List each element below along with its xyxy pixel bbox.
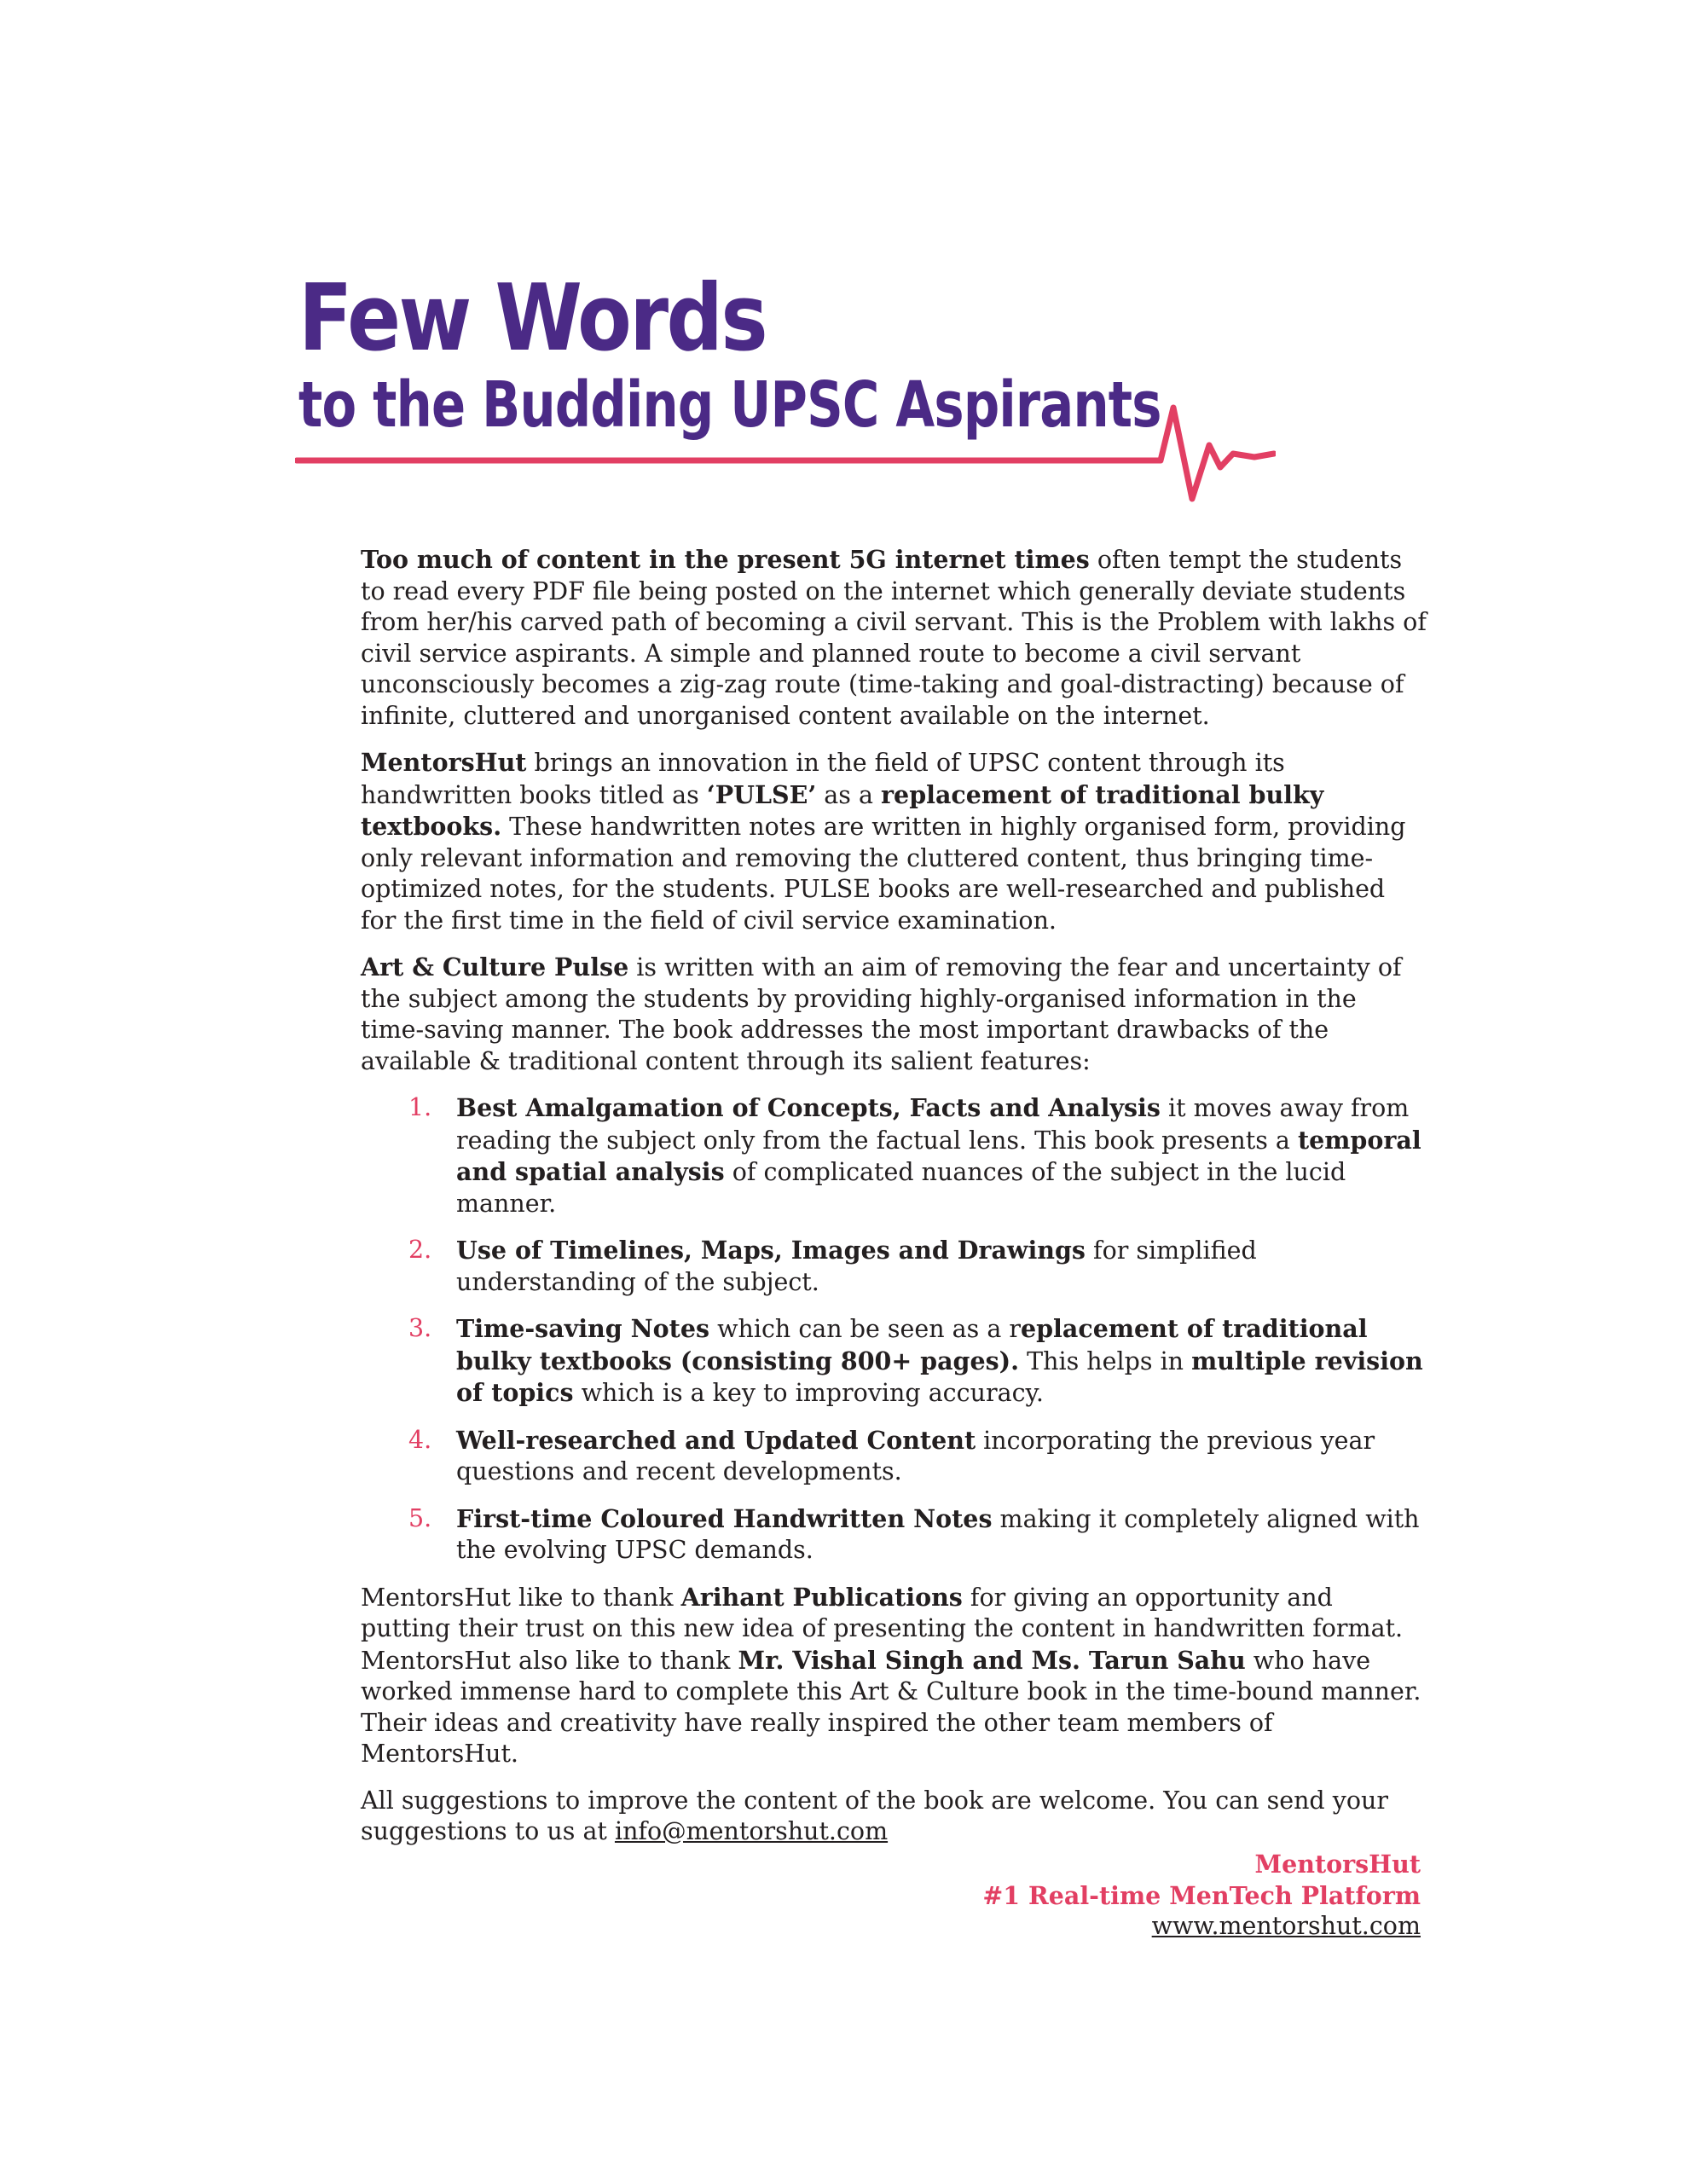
heartbeat-pulse-icon (295, 401, 1276, 512)
text-span: brings an innovation in the field of UPSC content through its handwritten books titled as (361, 749, 1285, 809)
bold-phrase: Arihant Publications (680, 1582, 963, 1612)
page-subtitle: to the Budding UPSC Aspirants (298, 368, 1161, 442)
paragraph-thanks (361, 1582, 1427, 1770)
paragraph-mentorshut (361, 747, 1427, 936)
list-number: 4 . (408, 1425, 431, 1456)
feature-item (361, 1235, 1427, 1298)
bold-phrase: temporal and spatial analysis (456, 1125, 1421, 1186)
text-span: making it completely aligned with the evolving UPSC demands. (456, 1504, 1420, 1564)
features-list (361, 1092, 1427, 1566)
list-number: 1 . (408, 1092, 431, 1124)
signature-block (982, 1849, 1421, 1943)
bold-phrase: Time-saving Notes (456, 1314, 710, 1343)
bold-phrase: Well-researched and Updated Content (456, 1425, 976, 1455)
feature-item (361, 1503, 1427, 1566)
text-span: for giving an opportunity and putting their trust on this new idea of presenting the content in handwritten format. MentorsHut also like to thank (361, 1583, 1404, 1675)
bold-phrase: multiple revision of topics (456, 1346, 1423, 1407)
text-span: incorporating the previous year questions and recent developments. (456, 1426, 1375, 1485)
bold-phrase: MentorsHut (361, 748, 527, 777)
text-span: for simplified understanding of the subject. (456, 1236, 1257, 1296)
feature-item (361, 1092, 1427, 1219)
bold-phrase: Art & Culture Pulse (361, 953, 629, 981)
bold-phrase: Mr. Vishal Singh and Ms. Tarun Sahu (738, 1645, 1246, 1675)
article-body (361, 544, 1427, 1863)
signature-tagline: #1 Real-time MenTech Platform (982, 1880, 1421, 1910)
email-link[interactable]: info@mentorshut.com (614, 1817, 889, 1845)
website-link[interactable]: www.mentorshut.com (1151, 1912, 1421, 1940)
text-span: This helps in (1019, 1346, 1192, 1375)
paragraph-art-culture (361, 952, 1427, 1077)
bold-phrase: replacement of traditional bulky textbooks. (361, 779, 1324, 841)
bold-phrase: eplacement of traditional bulky textbooks (consisting 800+ pages). (456, 1314, 1368, 1375)
text-span: is written with an aim of removing the fear and uncertainty of the subject among the students by providing highly-organised information in the time-saving manner. The book addresses the most important drawbacks of the available & traditional content through its salient features: (361, 953, 1402, 1075)
bold-phrase: First-time Coloured Handwritten Notes (456, 1503, 993, 1533)
feature-item (361, 1425, 1427, 1488)
text-span: which is a key to improving accuracy. (573, 1379, 1044, 1407)
text-span: who have worked immense hard to complete this Art & Culture book in the time-bound manner. Their ideas and creativity have really inspired the other team members of MentorsHut. (361, 1646, 1421, 1768)
text-span: All suggestions to improve the content of the book are welcome. You can send your suggestions to us at (361, 1786, 1388, 1845)
list-number: 3 . (408, 1313, 431, 1345)
page-title: Few Words (298, 265, 767, 372)
signature-brand: MentorsHut (1254, 1850, 1421, 1879)
list-number: 2 . (408, 1235, 431, 1266)
text-span: it moves away from reading the subject only from the factual lens. This book presents a (456, 1094, 1410, 1155)
list-number: 5 . (408, 1503, 431, 1535)
paragraph-suggestions (361, 1786, 1427, 1848)
text-span: which can be seen as a r (709, 1315, 1021, 1343)
text-span: MentorsHut like to thank (361, 1583, 681, 1612)
feature-item (361, 1313, 1427, 1410)
bold-phrase: ‘PULSE’ (706, 779, 817, 809)
text-span: as a (816, 780, 882, 809)
bold-phrase: Use of Timelines, Maps, Images and Drawings (456, 1236, 1086, 1265)
bold-phrase: Best Amalgamation of Concepts, Facts and Analysis (456, 1093, 1161, 1122)
text-span: These handwritten notes are written in highly organised form, providing only relevant information and removing the cluttered content, thus bringing time-optimized notes, for the students. PULSE books are well-researched and published for the first time in the field of civil service examination. (361, 813, 1406, 935)
text-span: of complicated nuances of the subject in the lucid manner. (456, 1158, 1346, 1218)
paragraph-intro (361, 544, 1427, 732)
text-span: often tempt the students to read every PDF file being posted on the internet which generally deviate students from her/his carved path of becoming a civil servant. This is the Problem with lakhs of civil service aspirants. A simple and planned route to become a civil servant unconsciously becomes a zig-zag route (time-taking and goal-distracting) because of infinite, cluttered and unorganised content available on the internet. (361, 546, 1427, 730)
bold-phrase: Too much of content in the present 5G internet times (361, 545, 1090, 574)
